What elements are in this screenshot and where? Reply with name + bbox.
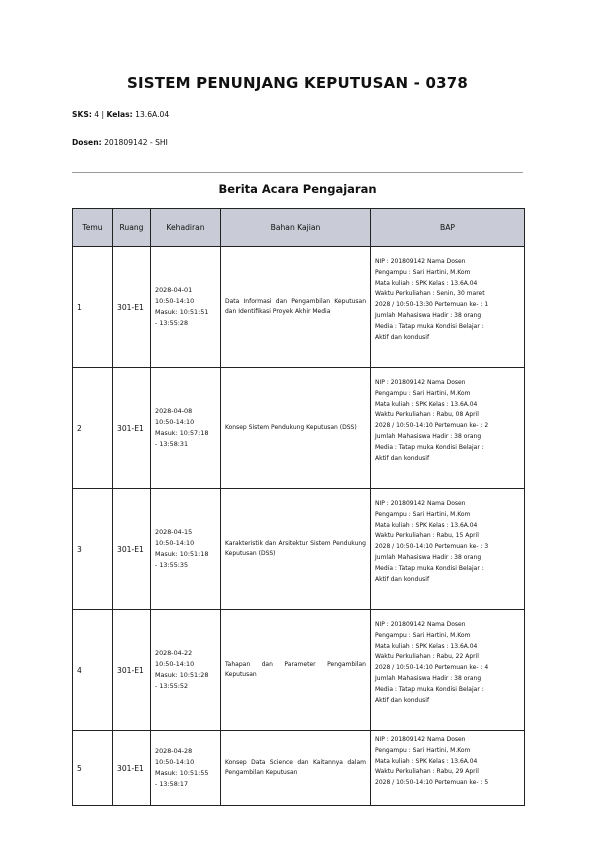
bap-line: NIP : 201809142 Nama Dosen [375, 379, 466, 386]
bap-line: Media : Tatap muka Kondisi Belajar : [375, 443, 484, 451]
bap-line: NIP : 201809142 Nama Dosen [375, 621, 466, 628]
kehadiran-time: 10:50-14:10 [155, 297, 195, 305]
bap-line: Waktu Perkuliahan : Rabu, 29 April [375, 768, 479, 776]
kehadiran-in: Masuk: 10:51:51 [155, 308, 209, 316]
lecturer-meta [72, 138, 168, 147]
bap-line: Pengampu : Sari Hartini, M.Kom [375, 389, 471, 397]
bap-line: 2028 / 10:50-14:10 Pertemuan ke- : 3 [375, 543, 489, 551]
bahan-kajian-cell [221, 731, 371, 806]
kehadiran-in: Masuk: 10:51:55 [155, 769, 209, 777]
course-meta [72, 110, 169, 119]
bap-line: Mata kuliah : SPK Kelas : 13.6A.04 [375, 642, 478, 650]
teaching-record-table [72, 208, 525, 806]
bahan-kajian-cell [221, 247, 371, 368]
sks-value: 4 | [94, 110, 107, 119]
divider [72, 172, 523, 173]
ruang-cell: 301-E1 [113, 247, 151, 368]
kehadiran-in: Masuk: 10:51:18 [155, 550, 209, 558]
table-row [73, 368, 525, 489]
sks-label: SKS: [72, 110, 92, 119]
bap-line: 2028 / 10:50-14:10 Pertemuan ke- : 5 [375, 779, 489, 787]
bap-line: Media : Tatap muka Kondisi Belajar : [375, 322, 484, 330]
ruang-cell: 301-E1 [113, 489, 151, 610]
table-row [73, 247, 525, 368]
kehadiran-cell [151, 489, 221, 610]
bahan-kajian-text: Konsep Sistem Pendukung Keputusan (DSS) [225, 424, 357, 431]
kelas-value: 13.6A.04 [135, 110, 170, 119]
bap-line: Media : Tatap muka Kondisi Belajar : [375, 564, 484, 572]
dosen-value: 201809142 - SHI [104, 138, 168, 147]
kehadiran-time: 10:50-14:10 [155, 539, 195, 547]
bap-cell [371, 247, 525, 368]
column-header-bahan-kajian: Bahan Kajian [221, 209, 371, 247]
ruang-cell: 301-E1 [113, 368, 151, 489]
bap-line: NIP : 201809142 Nama Dosen [375, 500, 466, 507]
bahan-kajian-cell [221, 610, 371, 731]
kehadiran-date: 2028-04-08 [155, 407, 193, 415]
bap-line: 2028 / 10:50-13:30 Pertemuan ke- : 1 [375, 301, 489, 309]
bap-line: Pengampu : Sari Hartini, M.Kom [375, 631, 471, 639]
dosen-label: Dosen: [72, 138, 102, 147]
bap-line: Pengampu : Sari Hartini, M.Kom [375, 510, 471, 518]
kehadiran-cell [151, 610, 221, 731]
kehadiran-out: - 13:58:17 [155, 780, 189, 788]
bap-line: Waktu Perkuliahan : Senin, 30 maret [375, 290, 485, 298]
kehadiran-date: 2028-04-22 [155, 649, 193, 657]
bap-line: Jumlah Mahasiswa Hadir : 38 orang [375, 311, 482, 319]
kehadiran-time: 10:50-14:10 [155, 660, 195, 668]
column-header-ruang: Ruang [113, 209, 151, 247]
bap-line: Waktu Perkuliahan : Rabu, 08 April [375, 411, 479, 419]
ruang-cell: 301-E1 [113, 610, 151, 731]
table-row [73, 610, 525, 731]
bap-cell [371, 368, 525, 489]
bahan-kajian-cell [221, 368, 371, 489]
bahan-kajian-text: Karakteristik dan Arsitektur Sistem Pendukung Keputusan (DSS) [225, 540, 366, 557]
kehadiran-date: 2028-04-15 [155, 528, 193, 536]
bahan-kajian-text: Konsep Data Science dan Kaitannya dalam Pengambilan Keputusan [225, 759, 366, 776]
page-title: SISTEM PENUNJANG KEPUTUSAN - 0378 [126, 74, 469, 92]
kehadiran-in: Masuk: 10:57:18 [155, 429, 209, 437]
kehadiran-cell [151, 368, 221, 489]
kehadiran-out: - 13:58:31 [155, 440, 189, 448]
table-row [73, 489, 525, 610]
bap-line: Aktif dan kondusif [375, 696, 430, 704]
bap-cell [371, 731, 525, 806]
bap-line: 2028 / 10:50-14:10 Pertemuan ke- : 2 [375, 422, 489, 430]
table-row [73, 731, 525, 806]
bap-line: Jumlah Mahasiswa Hadir : 38 orang [375, 553, 482, 561]
bap-line: Mata kuliah : SPK Kelas : 13.6A.04 [375, 400, 478, 408]
bahan-kajian-cell [221, 489, 371, 610]
bap-line: 2028 / 10:50-14:10 Pertemuan ke- : 4 [375, 664, 489, 672]
bap-line: Jumlah Mahasiswa Hadir : 38 orang [375, 432, 482, 440]
bap-line: NIP : 201809142 Nama Dosen [375, 736, 466, 743]
bap-line: Waktu Perkuliahan : Rabu, 22 April [375, 653, 479, 661]
bap-line: Mata kuliah : SPK Kelas : 13.6A.04 [375, 521, 478, 529]
bap-line: Aktif dan kondusif [375, 454, 430, 462]
column-header-temu: Temu [73, 209, 113, 247]
bahan-kajian-text: Tahapan dan Parameter Pengambilan Keputusan [225, 661, 366, 678]
bap-line: Pengampu : Sari Hartini, M.Kom [375, 268, 471, 276]
bap-line: NIP : 201809142 Nama Dosen [375, 258, 466, 265]
kehadiran-date: 2028-04-28 [155, 747, 193, 755]
bap-line: Aktif dan kondusif [375, 575, 430, 583]
bap-line: Aktif dan kondusif [375, 333, 430, 341]
bap-line: Media : Tatap muka Kondisi Belajar : [375, 685, 484, 693]
temu-cell: 4 [73, 610, 113, 731]
bap-line: Waktu Perkuliahan : Rabu, 15 April [375, 532, 479, 540]
temu-cell: 2 [73, 368, 113, 489]
temu-cell: 3 [73, 489, 113, 610]
table-header-row [73, 209, 525, 247]
bahan-kajian-text: Data Informasi dan Pengambilan Keputusan dan Identifikasi Proyek Akhir Media [225, 298, 366, 315]
kehadiran-cell [151, 731, 221, 806]
kelas-label: Kelas: [106, 110, 133, 119]
bap-cell [371, 489, 525, 610]
kehadiran-cell [151, 247, 221, 368]
bap-line: Pengampu : Sari Hartini, M.Kom [375, 746, 471, 754]
section-title: Berita Acara Pengajaran [218, 182, 377, 196]
kehadiran-out: - 13:55:28 [155, 319, 189, 327]
bap-line: Mata kuliah : SPK Kelas : 13.6A.04 [375, 757, 478, 765]
kehadiran-time: 10:50-14:10 [155, 758, 195, 766]
kehadiran-in: Masuk: 10:51:28 [155, 671, 209, 679]
bap-line: Mata kuliah : SPK Kelas : 13.6A.04 [375, 279, 478, 287]
kehadiran-out: - 13:55:35 [155, 561, 189, 569]
kehadiran-date: 2028-04-01 [155, 286, 193, 294]
kehadiran-time: 10:50-14:10 [155, 418, 195, 426]
ruang-cell: 301-E1 [113, 731, 151, 806]
kehadiran-out: - 13:55:52 [155, 682, 189, 690]
temu-cell: 5 [73, 731, 113, 806]
bap-cell [371, 610, 525, 731]
temu-cell: 1 [73, 247, 113, 368]
column-header-kehadiran: Kehadiran [151, 209, 221, 247]
column-header-bap: BAP [371, 209, 525, 247]
bap-line: Jumlah Mahasiswa Hadir : 38 orang [375, 674, 482, 682]
